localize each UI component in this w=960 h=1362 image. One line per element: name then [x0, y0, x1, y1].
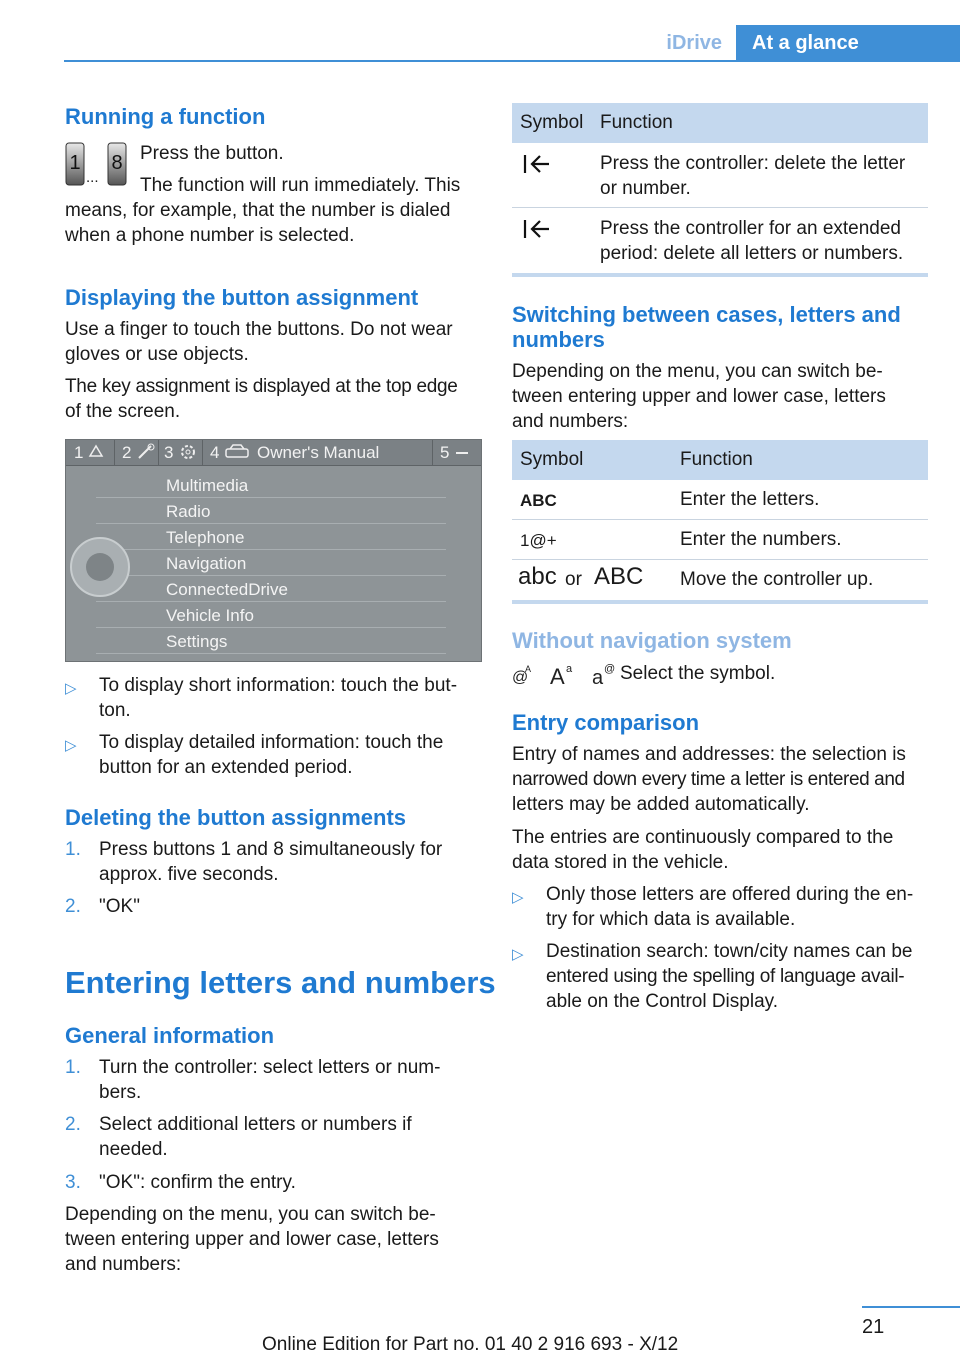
key-1-phone-icon [86, 442, 106, 465]
general-p-line2: tween entering upper and lower case, letters [65, 1229, 439, 1250]
running-p1: Press the button. [140, 143, 284, 164]
section-tab: At a glance [736, 25, 960, 61]
letters-symbol-icon: ABC [520, 491, 557, 510]
table-row: Press the controller for an extended period: delete all letters or numbers. [512, 208, 928, 272]
list-item: 2. "OK" [65, 896, 140, 917]
triangle-bullet-icon: ▷ [65, 680, 77, 697]
general-information-heading: General information [65, 1023, 275, 1048]
list-item: 3. "OK": confirm the entry. [65, 1172, 296, 1193]
svg-text:@: @ [512, 669, 529, 686]
display-p2-line1: The key assignment is displayed at the top edge [65, 376, 458, 397]
delete-arrow-icon [522, 153, 552, 182]
menu-item: ConnectedDrive [96, 577, 446, 602]
footer-rule [862, 1306, 960, 1308]
lowercase-symbol-icon: abc [518, 563, 557, 590]
comparison-p2-line1: The entries are continuously compared to the [512, 827, 894, 848]
key-4-car-icon [224, 444, 250, 465]
header-rule [64, 60, 960, 62]
switching-heading-line1: Switching between cases, letters and [512, 302, 901, 327]
key-4-label: Owner's Manual [257, 442, 380, 462]
general-p-line1: Depending on the menu, you can switch be- [65, 1204, 436, 1225]
svg-text:a: a [592, 667, 604, 688]
list-item: 2. Select additional letters or numbers if needed. [65, 1114, 412, 1160]
svg-text:a: a [566, 663, 573, 675]
table-header: Symbol Function [512, 103, 928, 143]
switching-p-line1: Depending on the menu, you can switch be- [512, 361, 883, 382]
case-selection-icons [512, 660, 622, 688]
table-row: abc or ABC Move the controller up. [518, 563, 874, 590]
running-p2-line3: when a phone number is selected. [65, 225, 355, 246]
table-row: Press the controller: delete the letter or number. [512, 143, 928, 208]
entry-comparison-heading: Entry comparison [512, 710, 700, 735]
triangle-bullet-icon: ▷ [512, 889, 524, 906]
display-p1-line2: gloves or use objects. [65, 344, 249, 365]
menu-item: Multimedia [96, 473, 446, 498]
list-item: 1. Turn the controller: select letters or num- bers. [65, 1057, 441, 1103]
entering-letters-heading: Entering letters and numbers [65, 965, 496, 1000]
menu-item: Settings [96, 629, 446, 654]
general-p-line3: and numbers: [65, 1254, 182, 1275]
list-item: ▷ To display detailed information: touch the button for an extended period. [65, 732, 444, 778]
delete-arrow-icon [522, 218, 552, 247]
uppercase-symbol-icon: ABC [594, 563, 644, 590]
table-row: ABC Enter the letters. [512, 480, 928, 520]
svg-text:8: 8 [111, 152, 123, 174]
running-function-heading: Running a function [65, 104, 266, 129]
icon-dots: ... [86, 169, 99, 186]
triangle-bullet-icon: ▷ [512, 946, 524, 963]
key-5-dash-icon [456, 452, 468, 454]
switching-p-line3: and numbers: [512, 411, 629, 432]
comparison-p1-line1: Entry of names and addresses: the selection is [512, 744, 906, 765]
key-4: 4 [210, 442, 220, 462]
delete-symbols-table [512, 103, 928, 277]
display-p1-line1: Use a finger to touch the buttons. Do not wear [65, 319, 453, 340]
key-5: 5 [440, 442, 450, 462]
without-navigation-heading: Without navigation system [512, 628, 792, 653]
or-text: or [565, 569, 582, 590]
numbers-symbol-icon: 1@+ [520, 531, 557, 550]
display-p2-line2: of the screen. [65, 401, 181, 422]
key-1: 1 [74, 442, 84, 462]
key-3: 3 [164, 442, 174, 462]
table-header: Symbol Function [512, 440, 928, 480]
list-item: ▷ Destination search: town/city names can be entered using the spelling of language avail- able on the Control Display. [512, 941, 913, 1012]
control-display-screenshot [65, 439, 482, 662]
deleting-heading: Deleting the button assignments [65, 805, 407, 830]
display-assignment-heading: Displaying the button assignment [65, 285, 419, 310]
menu-item: Navigation [96, 551, 446, 576]
list-item: ▷ To display short information: touch the but- ton. [65, 675, 458, 721]
menu-item: Vehicle Info [96, 603, 446, 628]
key-3-gear-icon [178, 443, 198, 466]
key-2-tool-icon [136, 443, 156, 466]
page-number: 21 [862, 1316, 885, 1338]
menu-item: Telephone [96, 525, 446, 550]
svg-text:A: A [550, 664, 565, 688]
table-row: 1@+ Enter the numbers. [512, 520, 928, 560]
running-p2-line2: means, for example, that the number is dialed [65, 200, 451, 221]
edition-text: Online Edition for Part no. 01 40 2 916 693 - X/12 [262, 1334, 679, 1355]
list-item: ▷ Only those letters are offered during the en- try for which data is available. [512, 884, 914, 930]
svg-text:A: A [525, 664, 532, 674]
switching-heading-line2: numbers [512, 327, 605, 352]
screen-key-bar [66, 440, 481, 466]
svg-text:@: @ [604, 663, 616, 675]
svg-text:1: 1 [69, 152, 81, 174]
comparison-p2-line2: data stored in the vehicle. [512, 852, 729, 873]
running-p2-line1: The function will run immediately. This [140, 175, 461, 196]
without-nav-text: Select the symbol. [620, 663, 776, 684]
controller-icon [70, 537, 130, 597]
comparison-p1-line2: narrowed down every time a letter is entered and [512, 769, 905, 790]
comparison-p1-line3: letters may be added automatically. [512, 794, 810, 815]
triangle-bullet-icon: ▷ [65, 737, 77, 754]
switching-p-line2: tween entering upper and lower case, letters [512, 386, 886, 407]
key-2: 2 [122, 442, 132, 462]
case-symbols-table [512, 440, 928, 604]
menu-item: Radio [96, 499, 446, 524]
list-item: 1. Press buttons 1 and 8 simultaneously for approx. five seconds. [65, 839, 443, 885]
chapter-tab: iDrive [666, 31, 722, 54]
